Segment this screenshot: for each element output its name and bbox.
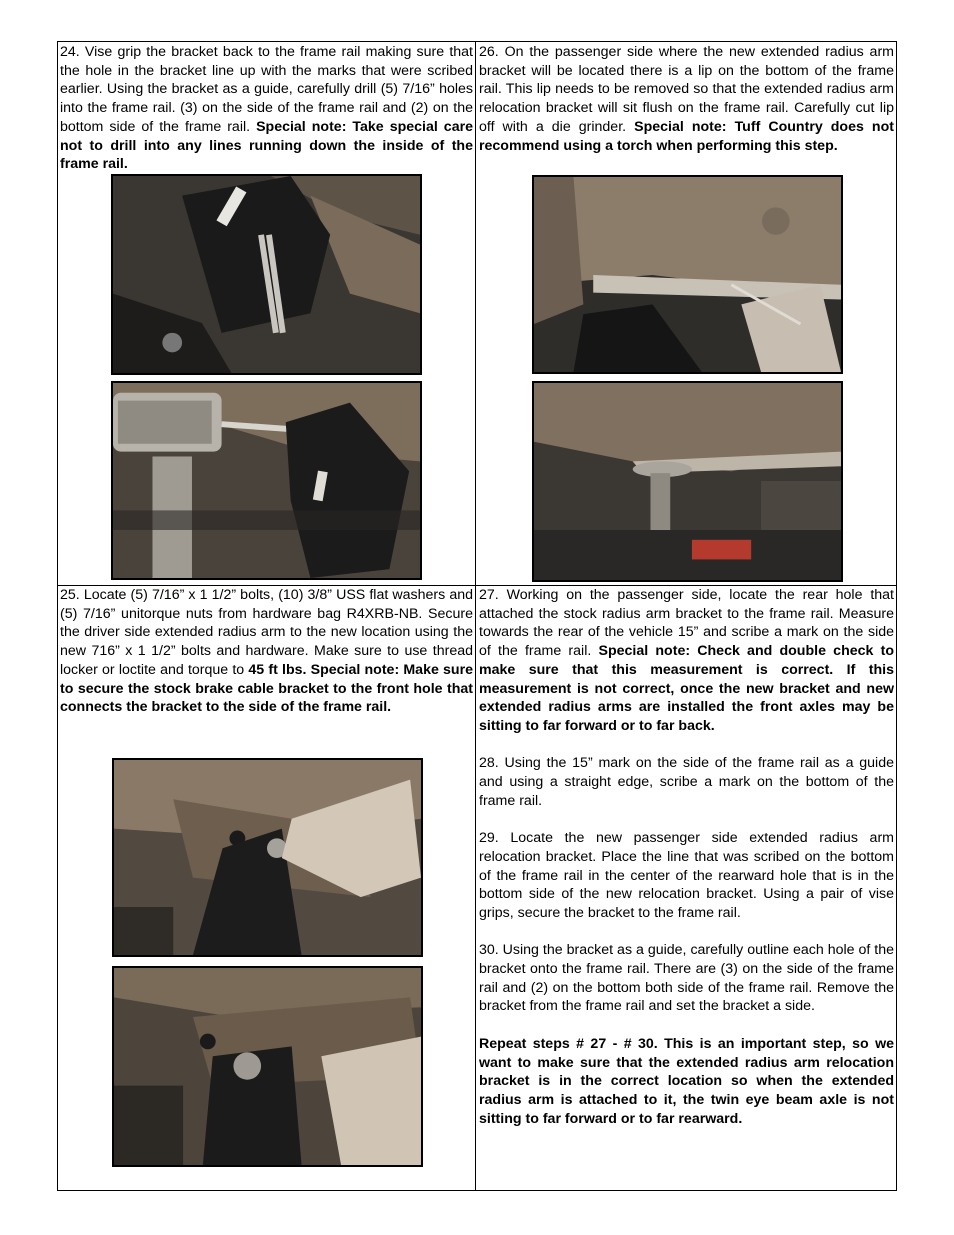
step-27-note: Special note: Check and double check to make sure that this measurement is correct. If this measurement is not correct, once the new bracket and new extended radius arms are installed the front axles may be sitting to far forward or to far back. — [479, 643, 894, 734]
repeat-steps-note: Repeat steps # 27 - # 30. This is an important step, so we want to make sure that the extended radius arm relocation bracket is in the correct location so when the extended radius arm is attached to it, the twin eye beam axle is not sitting to far forward or to far rearward. — [479, 1035, 894, 1127]
steps-27-30 — [479, 586, 894, 1128]
step-26 — [479, 43, 894, 155]
step-24-text: 24. Vise grip the bracket back to the frame rail making sure that the hole in the bracket line up with the marks that were scribed earlier. Using the bracket as a guide, carefully drill (5) 7/16” holes into the frame rail. (3) on the side of the frame rail and (2) on the bottom side of the frame rail. — [60, 44, 473, 135]
step-28-text: 28. Using the 15” mark on the side of the frame rail as a guide and using a straight edge, scribe a mark on the bottom of the frame rail. — [479, 755, 894, 809]
step-24-note: Special note: Take special care not to drill into any lines running down the inside of the frame rail. — [60, 118, 473, 173]
step-27-text: 27. Working on the passenger side, locate the rear hole that attached the stock radius arm bracket to the frame rail. Measure towards the rear of the vehicle 15” and scribe a mark on the side of the frame rail. — [479, 587, 894, 660]
photo-bolts-installed — [112, 966, 423, 1167]
photo-bracket-vise-grip — [111, 174, 422, 375]
step-30-text: 30. Using the bracket as a guide, carefully outline each hole of the bracket onto the frame rail. There are (3) on the side of the frame rail and (2) on the bottom both side of the frame rail. Remove the bracket from the frame rail and set the bracket a side. — [479, 942, 894, 1015]
photo-frame-rail-lip — [532, 175, 843, 374]
step-29-text: 29. Locate the new passenger side extended radius arm relocation bracket. Place the line that was scribed on the bottom of the frame rail in the center of the rearward hole that is in the bottom side of the new relocation bracket. Using a pair of vise grips, secure the bracket to the frame rail. — [479, 830, 894, 921]
photo-securing-radius-arm — [112, 758, 423, 957]
step-25 — [60, 586, 473, 717]
step-26-note: Special note: Tuff Country does not recommend using a torch when performing this step. — [479, 118, 894, 154]
step-24 — [60, 43, 473, 174]
step-25-note: 45 ft lbs. Special note: Make sure to secure the stock brake cable bracket to the front hole that connects the bracket to the side of the frame rail. — [60, 661, 474, 716]
step-26-text: 26. On the passenger side where the new extended radius arm bracket will be located there is a lip on the bottom of the frame rail. This lip needs to be removed so that the extended radius arm relocation bracket will sit flush on the frame rail. Carefully cut lip off with a die grinder. — [479, 44, 894, 135]
step-25-text: 25. Locate (5) 7/16” x 1 1/2” bolts, (10) 3/8” USS flat washers and (5) 7/16” unitorque nuts from hardware bag R4XRB-NB. Secure the driver side extended radius arm to the new location using the new 716” x 1 1/2” bolts and hardware. Make sure to use thread locker or loctite and torque to — [60, 587, 473, 678]
column-divider — [475, 41, 476, 1191]
photo-drilling-frame-rail — [111, 381, 422, 580]
photo-lip-removed — [532, 381, 843, 582]
